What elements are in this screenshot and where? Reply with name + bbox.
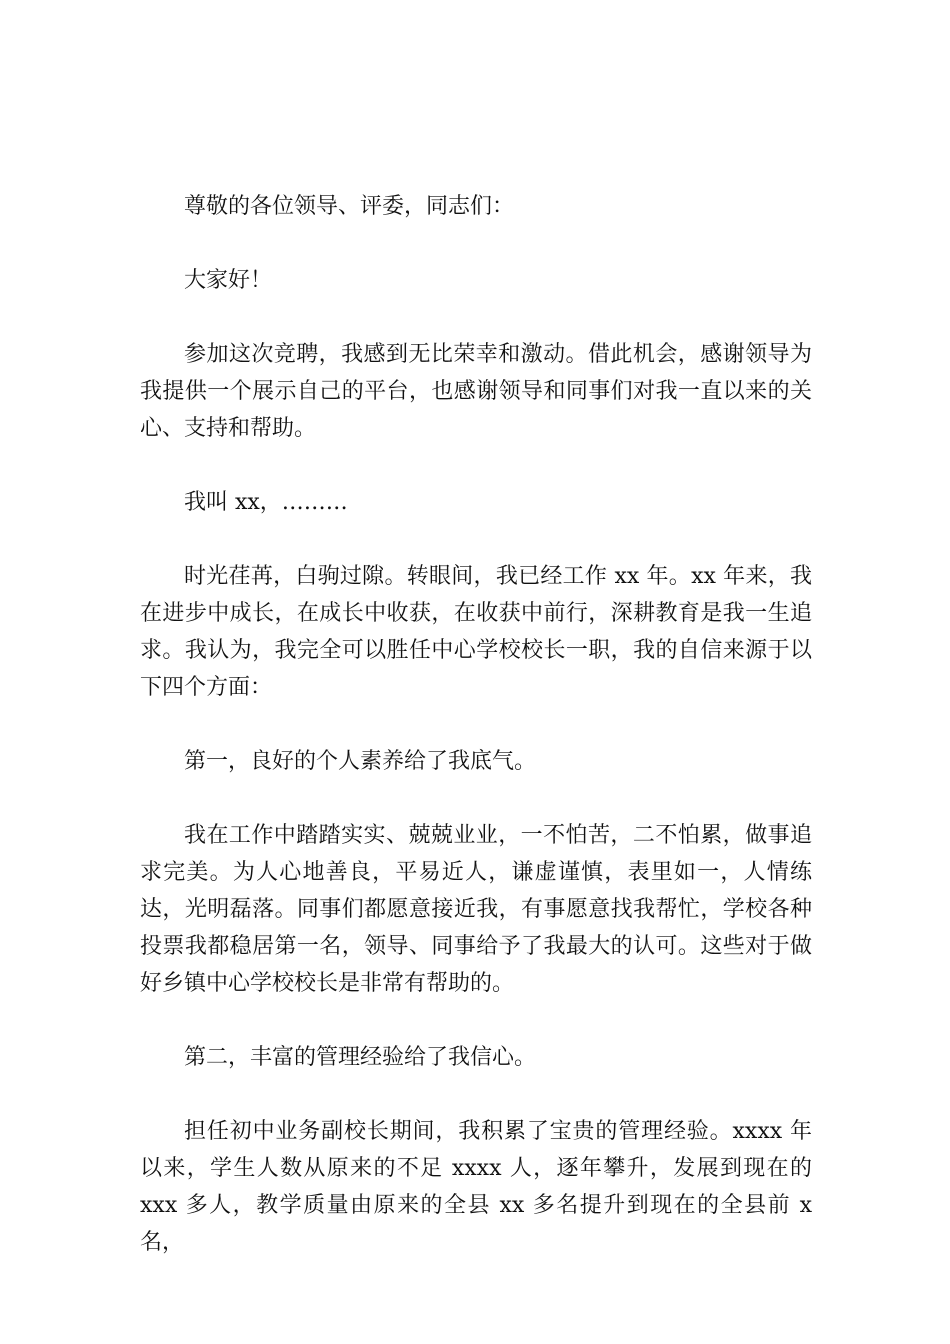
paragraph-thanks: 参加这次竞聘，我感到无比荣幸和激动。借此机会，感谢领导为我提供一个展示自己的平台，也感谢领导和同事们对我一直以来的关心、支持和帮助。 (140, 342, 812, 441)
paragraph-experience: 时光荏苒，白驹过隙。转眼间，我已经工作 xx 年。xx 年来，我在进步中成长，在成长中收获，在收获中前行，深耕教育是我一生追求。我认为，我完全可以胜任中心学校校长一职，我的自信来源于以下四个方面： (140, 564, 812, 700)
paragraph-introduction: 我叫 xx，……… (184, 490, 348, 515)
paragraph-point-two: 担任初中业务副校长期间，我积累了宝贵的管理经验。xxxx 年以来，学生人数从原来的不足 xxxx 人，逐年攀升，发展到现在的 xxx 多人，教学质量由原来的全县 xx 多名提升到现在的全县前 x 名， (140, 1119, 812, 1255)
salutation: 尊敬的各位领导、评委，同志们： (184, 194, 515, 219)
document-body (140, 188, 812, 1298)
heading-point-two: 第二，丰富的管理经验给了我信心。 (184, 1045, 537, 1070)
greeting: 大家好！ (184, 268, 273, 293)
heading-point-one: 第一，良好的个人素养给了我底气。 (184, 749, 537, 774)
paragraph-point-one: 我在工作中踏踏实实、兢兢业业，一不怕苦，二不怕累，做事追求完美。为人心地善良，平易近人，谦虚谨慎，表里如一，人情练达，光明磊落。同事们都愿意接近我，有事愿意找我帮忙，学校各种投票我都稳居第一名，领导、同事给予了我最大的认可。这些对于做好乡镇中心学校校长是非常有帮助的。 (140, 823, 812, 996)
